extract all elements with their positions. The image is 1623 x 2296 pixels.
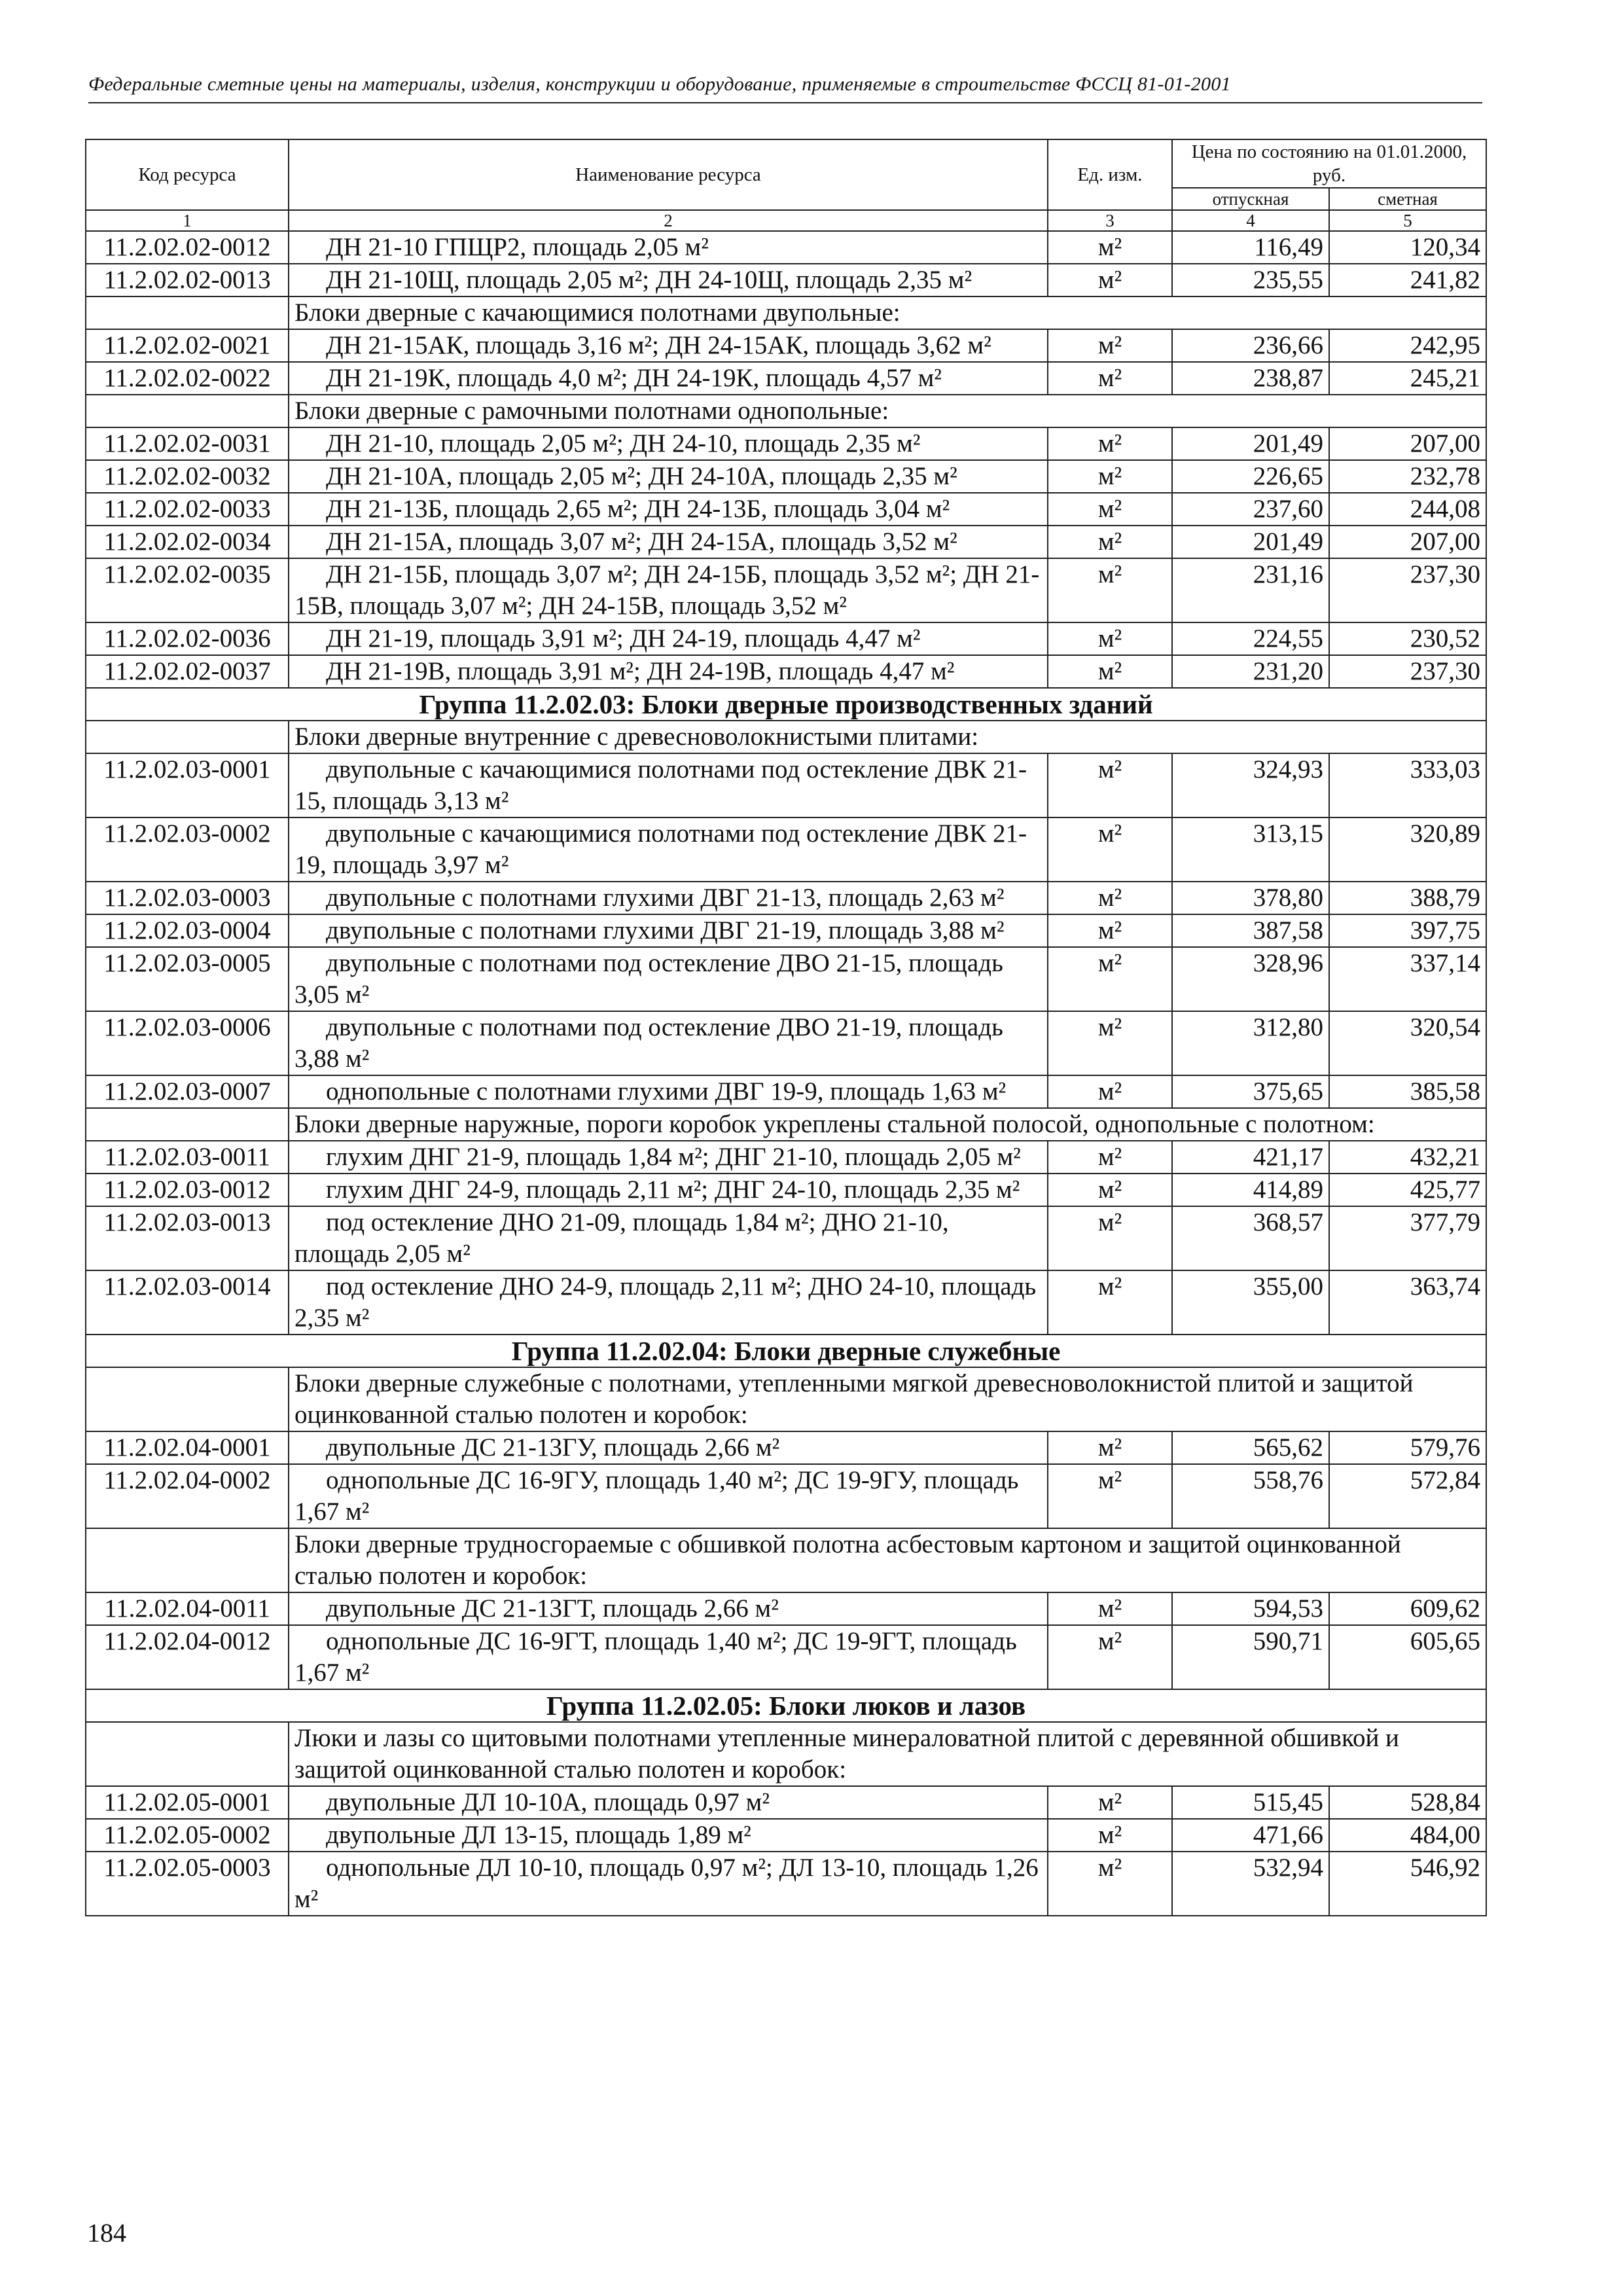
release-price: 558,76 (1172, 1464, 1329, 1528)
release-price: 378,80 (1172, 882, 1329, 914)
running-title: Федеральные сметные цены на материалы, изделия, конструкции и оборудование, применяемые в строительстве ФССЦ 81-01-2001 (88, 73, 1482, 103)
empty-cell (86, 1108, 289, 1141)
release-price: 313,15 (1172, 817, 1329, 882)
resource-code: 11.2.02.03-0003 (86, 882, 289, 914)
resource-unit: м² (1048, 882, 1172, 914)
empty-cell (86, 1528, 289, 1592)
release-price: 515,45 (1172, 1786, 1329, 1819)
resource-code: 11.2.02.02-0031 (86, 427, 289, 460)
resource-unit: м² (1048, 1819, 1172, 1852)
subsection-row (86, 1528, 1486, 1592)
resource-name: ДН 21-19К, площадь 4,0 м²; ДН 24-19К, площадь 4,57 м² (289, 362, 1048, 395)
resource-code: 11.2.02.02-0034 (86, 526, 289, 558)
estimate-price: 207,00 (1329, 427, 1486, 460)
resource-unit: м² (1048, 231, 1172, 264)
resource-unit: м² (1048, 1011, 1172, 1075)
resource-name: двупольные с полотнами глухими ДВГ 21-13, площадь 2,63 м² (289, 882, 1048, 914)
group-title: Группа 11.2.02.03: Блоки дверные производственных зданий (86, 688, 1486, 721)
header-name: Наименование ресурса (289, 139, 1048, 210)
estimate-price: 120,34 (1329, 231, 1486, 264)
release-price: 594,53 (1172, 1592, 1329, 1625)
estimate-price: 207,00 (1329, 526, 1486, 558)
resource-name: двупольные с полотнами глухими ДВГ 21-19, площадь 3,88 м² (289, 914, 1048, 947)
estimate-price: 579,76 (1329, 1431, 1486, 1464)
release-price: 414,89 (1172, 1174, 1329, 1206)
subsection-title: Блоки дверные с качающимися полотнами двупольные: (289, 296, 1486, 329)
table-row (86, 1174, 1486, 1206)
resource-name: двупольные ДЛ 13-15, площадь 1,89 м² (289, 1819, 1048, 1852)
column-number: 2 (289, 210, 1048, 231)
resource-code: 11.2.02.04-0011 (86, 1592, 289, 1625)
price-table (85, 139, 1487, 1916)
estimate-price: 528,84 (1329, 1786, 1486, 1819)
release-price: 201,49 (1172, 526, 1329, 558)
resource-unit: м² (1048, 947, 1172, 1011)
estimate-price: 363,74 (1329, 1270, 1486, 1335)
estimate-price: 245,21 (1329, 362, 1486, 395)
resource-unit: м² (1048, 1270, 1172, 1335)
table-row (86, 362, 1486, 395)
resource-code: 11.2.02.03-0002 (86, 817, 289, 882)
estimate-price: 230,52 (1329, 622, 1486, 655)
estimate-price: 388,79 (1329, 882, 1486, 914)
resource-unit: м² (1048, 264, 1172, 296)
release-price: 355,00 (1172, 1270, 1329, 1335)
resource-unit: м² (1048, 1592, 1172, 1625)
table-row (86, 1270, 1486, 1335)
release-price: 375,65 (1172, 1075, 1329, 1108)
table-row (86, 264, 1486, 296)
resource-unit: м² (1048, 362, 1172, 395)
empty-cell (86, 721, 289, 753)
resource-code: 11.2.02.03-0006 (86, 1011, 289, 1075)
estimate-price: 237,30 (1329, 558, 1486, 622)
empty-cell (86, 395, 289, 427)
header-unit: Ед. изм. (1048, 139, 1172, 210)
estimate-price: 377,79 (1329, 1206, 1486, 1270)
resource-unit: м² (1048, 1625, 1172, 1689)
release-price: 471,66 (1172, 1819, 1329, 1852)
estimate-price: 484,00 (1329, 1819, 1486, 1852)
resource-name: однопольные ДС 16-9ГТ, площадь 1,40 м²; ДС 19-9ГТ, площадь 1,67 м² (289, 1625, 1048, 1689)
resource-code: 11.2.02.02-0036 (86, 622, 289, 655)
resource-code: 11.2.02.04-0002 (86, 1464, 289, 1528)
subsection-row (86, 395, 1486, 427)
table-row (86, 329, 1486, 362)
resource-code: 11.2.02.02-0035 (86, 558, 289, 622)
resource-code: 11.2.02.05-0001 (86, 1786, 289, 1819)
release-price: 387,58 (1172, 914, 1329, 947)
estimate-price: 572,84 (1329, 1464, 1486, 1528)
table-row (86, 1786, 1486, 1819)
release-price: 237,60 (1172, 493, 1329, 526)
table-row (86, 460, 1486, 493)
empty-cell (86, 1367, 289, 1431)
table-row (86, 947, 1486, 1011)
release-price: 224,55 (1172, 622, 1329, 655)
table-row (86, 558, 1486, 622)
table-row (86, 427, 1486, 460)
header-release-price: отпускная (1172, 188, 1329, 210)
subsection-row (86, 721, 1486, 753)
release-price: 324,93 (1172, 753, 1329, 817)
subsection-title: Люки и лазы со щитовыми полотнами утепленные минераловатной плитой с деревянной обшивкой и защитой оцинкованной сталью полотен и коробок: (289, 1722, 1486, 1786)
resource-name: двупольные с полотнами под остекление ДВО 21-19, площадь 3,88 м² (289, 1011, 1048, 1075)
release-price: 236,66 (1172, 329, 1329, 362)
group-row (86, 1335, 1486, 1367)
resource-unit: м² (1048, 329, 1172, 362)
table-row (86, 493, 1486, 526)
resource-code: 11.2.02.03-0013 (86, 1206, 289, 1270)
release-price: 201,49 (1172, 427, 1329, 460)
header-estimate-price: сметная (1329, 188, 1486, 210)
resource-code: 11.2.02.03-0001 (86, 753, 289, 817)
header-code: Код ресурса (86, 139, 289, 210)
subsection-row (86, 1108, 1486, 1141)
estimate-price: 425,77 (1329, 1174, 1486, 1206)
resource-code: 11.2.02.03-0014 (86, 1270, 289, 1335)
release-price: 312,80 (1172, 1011, 1329, 1075)
release-price: 328,96 (1172, 947, 1329, 1011)
resource-unit: м² (1048, 1075, 1172, 1108)
table-row (86, 1464, 1486, 1528)
resource-unit: м² (1048, 753, 1172, 817)
resource-name: ДН 21-10Щ, площадь 2,05 м²; ДН 24-10Щ, площадь 2,35 м² (289, 264, 1048, 296)
release-price: 590,71 (1172, 1625, 1329, 1689)
estimate-price: 333,03 (1329, 753, 1486, 817)
table-body (86, 231, 1486, 1916)
release-price: 116,49 (1172, 231, 1329, 264)
resource-name: ДН 21-10, площадь 2,05 м²; ДН 24-10, площадь 2,35 м² (289, 427, 1048, 460)
resource-unit: м² (1048, 1852, 1172, 1916)
estimate-price: 546,92 (1329, 1852, 1486, 1916)
table-row (86, 1141, 1486, 1174)
resource-name: двупольные с качающимися полотнами под остекление ДВК 21-15, площадь 3,13 м² (289, 753, 1048, 817)
release-price: 226,65 (1172, 460, 1329, 493)
subsection-title: Блоки дверные трудносгораемые с обшивкой полотна асбестовым картоном и защитой оцинкованной сталью полотен и коробок: (289, 1528, 1486, 1592)
resource-name: ДН 21-13Б, площадь 2,65 м²; ДН 24-13Б, площадь 3,04 м² (289, 493, 1048, 526)
resource-name: под остекление ДНО 21-09, площадь 1,84 м²; ДНО 21-10, площадь 2,05 м² (289, 1206, 1048, 1270)
table-row (86, 1819, 1486, 1852)
estimate-price: 432,21 (1329, 1141, 1486, 1174)
resource-name: двупольные с качающимися полотнами под остекление ДВК 21-19, площадь 3,97 м² (289, 817, 1048, 882)
header-price-group: Цена по состоянию на 01.01.2000, руб. (1172, 139, 1486, 188)
resource-name: однопольные с полотнами глухими ДВГ 19-9, площадь 1,63 м² (289, 1075, 1048, 1108)
resource-unit: м² (1048, 622, 1172, 655)
resource-name: ДН 21-19В, площадь 3,91 м²; ДН 24-19В, площадь 4,47 м² (289, 655, 1048, 688)
resource-name: двупольные ДЛ 10-10А, площадь 0,97 м² (289, 1786, 1048, 1819)
resource-code: 11.2.02.02-0037 (86, 655, 289, 688)
estimate-price: 337,14 (1329, 947, 1486, 1011)
resource-name: глухим ДНГ 21-9, площадь 1,84 м²; ДНГ 21-10, площадь 2,05 м² (289, 1141, 1048, 1174)
estimate-price: 320,89 (1329, 817, 1486, 882)
table-row (86, 622, 1486, 655)
resource-name: глухим ДНГ 24-9, площадь 2,11 м²; ДНГ 24-10, площадь 2,35 м² (289, 1174, 1048, 1206)
resource-unit: м² (1048, 493, 1172, 526)
resource-code: 11.2.02.02-0012 (86, 231, 289, 264)
resource-unit: м² (1048, 460, 1172, 493)
estimate-price: 237,30 (1329, 655, 1486, 688)
table-row (86, 1206, 1486, 1270)
resource-name: ДН 21-10 ГПЩР2, площадь 2,05 м² (289, 231, 1048, 264)
resource-name: ДН 21-19, площадь 3,91 м²; ДН 24-19, площадь 4,47 м² (289, 622, 1048, 655)
resource-unit: м² (1048, 817, 1172, 882)
column-number: 3 (1048, 210, 1172, 231)
subsection-row (86, 1367, 1486, 1431)
estimate-price: 397,75 (1329, 914, 1486, 947)
subsection-row (86, 1722, 1486, 1786)
table-row (86, 753, 1486, 817)
estimate-price: 241,82 (1329, 264, 1486, 296)
resource-code: 11.2.02.03-0005 (86, 947, 289, 1011)
empty-cell (86, 1722, 289, 1786)
release-price: 565,62 (1172, 1431, 1329, 1464)
release-price: 421,17 (1172, 1141, 1329, 1174)
resource-code: 11.2.02.02-0033 (86, 493, 289, 526)
table-row (86, 231, 1486, 264)
table-row (86, 655, 1486, 688)
resource-unit: м² (1048, 558, 1172, 622)
resource-unit: м² (1048, 427, 1172, 460)
resource-unit: м² (1048, 1786, 1172, 1819)
resource-code: 11.2.02.03-0011 (86, 1141, 289, 1174)
estimate-price: 244,08 (1329, 493, 1486, 526)
resource-unit: м² (1048, 1464, 1172, 1528)
resource-unit: м² (1048, 526, 1172, 558)
estimate-price: 609,62 (1329, 1592, 1486, 1625)
resource-name: ДН 21-10А, площадь 2,05 м²; ДН 24-10А, площадь 2,35 м² (289, 460, 1048, 493)
resource-name: двупольные с полотнами под остекление ДВО 21-15, площадь 3,05 м² (289, 947, 1048, 1011)
group-title: Группа 11.2.02.04: Блоки дверные служебные (86, 1335, 1486, 1367)
empty-cell (86, 296, 289, 329)
subsection-row (86, 296, 1486, 329)
resource-name: двупольные ДС 21-13ГТ, площадь 2,66 м² (289, 1592, 1048, 1625)
subsection-title: Блоки дверные с рамочными полотнами однопольные: (289, 395, 1486, 427)
subsection-title: Блоки дверные служебные с полотнами, утепленными мягкой древесноволокнистой плитой и защитой оцинкованной сталью полотен и коробок: (289, 1367, 1486, 1431)
resource-name: однопольные ДЛ 10-10, площадь 0,97 м²; ДЛ 13-10, площадь 1,26 м² (289, 1852, 1048, 1916)
resource-code: 11.2.02.02-0021 (86, 329, 289, 362)
release-price: 532,94 (1172, 1852, 1329, 1916)
column-number: 1 (86, 210, 289, 231)
resource-unit: м² (1048, 914, 1172, 947)
resource-unit: м² (1048, 655, 1172, 688)
estimate-price: 232,78 (1329, 460, 1486, 493)
resource-name: двупольные ДС 21-13ГУ, площадь 2,66 м² (289, 1431, 1048, 1464)
estimate-price: 385,58 (1329, 1075, 1486, 1108)
group-row (86, 1689, 1486, 1722)
resource-name: ДН 21-15А, площадь 3,07 м²; ДН 24-15А, площадь 3,52 м² (289, 526, 1048, 558)
table-row (86, 1852, 1486, 1916)
resource-unit: м² (1048, 1431, 1172, 1464)
table-row (86, 1075, 1486, 1108)
resource-name: ДН 21-15Б, площадь 3,07 м²; ДН 24-15Б, площадь 3,52 м²; ДН 21-15В, площадь 3,07 м²; ДН 24-15В, площадь 3,52 м² (289, 558, 1048, 622)
table-row (86, 817, 1486, 882)
release-price: 231,16 (1172, 558, 1329, 622)
table-row (86, 1592, 1486, 1625)
release-price: 368,57 (1172, 1206, 1329, 1270)
release-price: 238,87 (1172, 362, 1329, 395)
column-number: 5 (1329, 210, 1486, 231)
resource-code: 11.2.02.03-0004 (86, 914, 289, 947)
resource-code: 11.2.02.05-0003 (86, 1852, 289, 1916)
subsection-title: Блоки дверные наружные, пороги коробок укреплены стальной полосой, однопольные с полотном: (289, 1108, 1486, 1141)
table-row (86, 882, 1486, 914)
subsection-title: Блоки дверные внутренние с древесноволокнистыми плитами: (289, 721, 1486, 753)
release-price: 231,20 (1172, 655, 1329, 688)
estimate-price: 320,54 (1329, 1011, 1486, 1075)
page-number: 184 (87, 2218, 126, 2248)
table-row (86, 1431, 1486, 1464)
resource-unit: м² (1048, 1206, 1172, 1270)
resource-code: 11.2.02.02-0022 (86, 362, 289, 395)
resource-code: 11.2.02.04-0001 (86, 1431, 289, 1464)
resource-name: ДН 21-15АК, площадь 3,16 м²; ДН 24-15АК, площадь 3,62 м² (289, 329, 1048, 362)
resource-code: 11.2.02.04-0012 (86, 1625, 289, 1689)
estimate-price: 605,65 (1329, 1625, 1486, 1689)
column-number: 4 (1172, 210, 1329, 231)
resource-code: 11.2.02.02-0032 (86, 460, 289, 493)
resource-unit: м² (1048, 1174, 1172, 1206)
table-row (86, 526, 1486, 558)
resource-unit: м² (1048, 1141, 1172, 1174)
table-row (86, 914, 1486, 947)
table-row (86, 1011, 1486, 1075)
table-row (86, 1625, 1486, 1689)
estimate-price: 242,95 (1329, 329, 1486, 362)
resource-code: 11.2.02.03-0012 (86, 1174, 289, 1206)
resource-code: 11.2.02.02-0013 (86, 264, 289, 296)
release-price: 235,55 (1172, 264, 1329, 296)
resource-name: под остекление ДНО 24-9, площадь 2,11 м²; ДНО 24-10, площадь 2,35 м² (289, 1270, 1048, 1335)
group-row (86, 688, 1486, 721)
group-title: Группа 11.2.02.05: Блоки люков и лазов (86, 1689, 1486, 1722)
resource-code: 11.2.02.05-0002 (86, 1819, 289, 1852)
resource-code: 11.2.02.03-0007 (86, 1075, 289, 1108)
table-header (86, 139, 1486, 231)
resource-name: однопольные ДС 16-9ГУ, площадь 1,40 м²; ДС 19-9ГУ, площадь 1,67 м² (289, 1464, 1048, 1528)
